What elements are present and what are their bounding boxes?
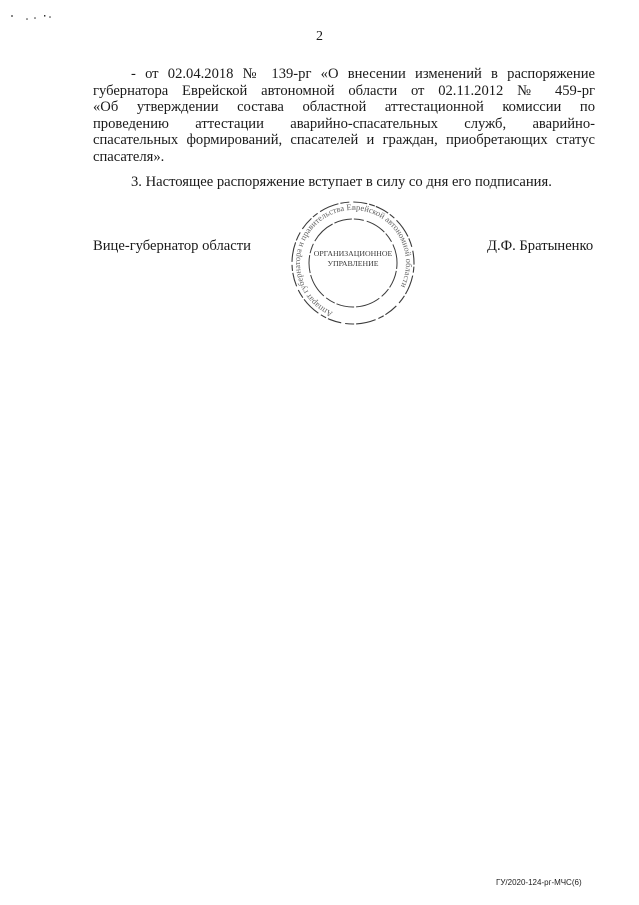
clause-3-text: 3. Настоящее распоряжение вступает в силу со дня его подписания. — [131, 174, 552, 190]
clause-3-paragraph — [93, 174, 595, 191]
scan-speck — [49, 16, 51, 18]
stamp-center-line-2: УПРАВЛЕНИЕ — [327, 259, 379, 268]
signer-position: Вице-губернатор области — [93, 238, 251, 254]
amendment-line-5: спасательных формирований, спасателей и граждан, приобретающих статус — [93, 132, 595, 148]
stamp-center-line-1: ОРГАНИЗАЦИОННОЕ — [313, 249, 393, 258]
signer-name: Д.Ф. Братыненко — [487, 238, 594, 254]
document-registration-code: ГУ/2020-124-рг-МЧС(6) — [496, 878, 582, 887]
amendment-line-6: спасателя». — [93, 148, 165, 165]
scan-speck — [44, 15, 45, 17]
amendment-line-1: - от 02.04.2018 № 139-рг «О внесении изменений в распоряжение — [131, 66, 595, 82]
scan-speck — [11, 15, 13, 17]
page-number: 2 — [316, 29, 323, 44]
amendment-line-4: проведению аттестации аварийно-спасательных служб, аварийно- — [93, 115, 595, 132]
scan-speck — [34, 17, 36, 19]
amendment-paragraph — [93, 66, 595, 165]
organizational-department-stamp — [288, 198, 418, 328]
amendment-line-3: «Об утверждении состава областной аттестационной комиссии по — [93, 99, 595, 115]
amendment-line-2: губернатора Еврейской автономной области от 02.11.2012 № 459-рг — [93, 82, 595, 99]
scan-specks — [10, 12, 60, 22]
scan-speck — [26, 18, 28, 20]
stamp-ring-text: Аппарат губернатора и правительства Еврейской автономной области — [291, 201, 415, 320]
